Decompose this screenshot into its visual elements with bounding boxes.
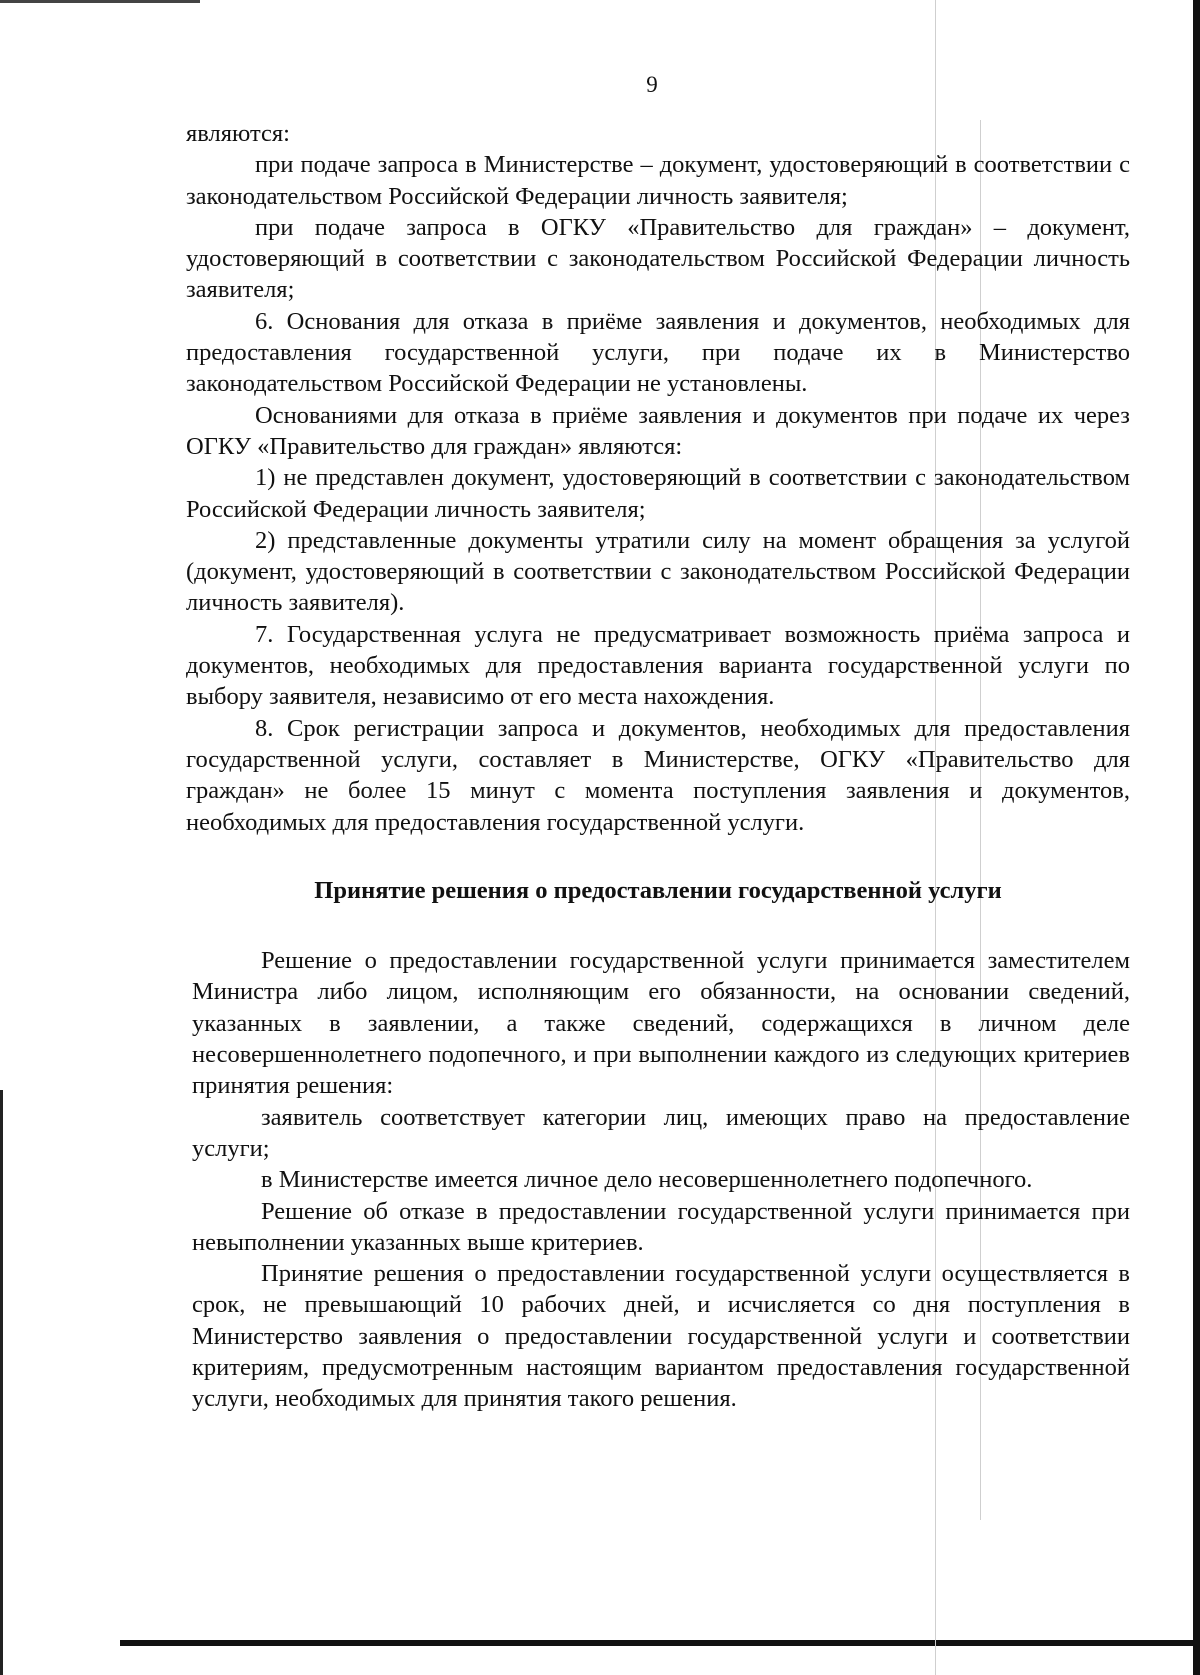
paragraph: при подаче запроса в ОГКУ «Правительство для граждан» – документ, удостоверяющий в соответствии с законодательством Российской Федерации личность заявителя; <box>186 213 1130 304</box>
paragraph: являются: <box>186 120 290 147</box>
paragraph: Решение о предоставлении государственной услуги принимается заместителем Министра либо лицом, исполняющим его обязанности, на основании сведений, указанных в заявлении, а также сведений, содержащихся в личном деле несовершеннолетнего подопечного, и при выполнении каждого из следующих критериев принятия решения: <box>192 947 1130 1100</box>
section-body <box>192 945 1130 1414</box>
paragraph: при подаче запроса в Министерстве – документ, удостоверяющий в соответствии с законодательством Российской Федерации личность заявителя; <box>186 151 1130 210</box>
paragraph: 7. Государственная услуга не предусматривает возможность приёма запроса и документов, необходимых для предоставления варианта государственной услуги по выбору заявителя, независимо от его места нахождения. <box>186 620 1130 711</box>
paragraph: 2) представленные документы утратили силу на момент обращения за услугой (документ, удостоверяющий в соответствии с законодательством Российской Федерации личность заявителя). <box>186 526 1130 617</box>
scan-edge-left <box>0 1090 3 1675</box>
document-body <box>186 118 1130 1415</box>
section-heading: Принятие решения о предоставлении государственной услуги <box>314 876 1002 904</box>
paragraph: Основаниями для отказа в приёме заявления и документов при подаче их через ОГКУ «Правительство для граждан» являются: <box>186 401 1130 460</box>
paragraph: 1) не представлен документ, удостоверяющий в соответствии с законодательством Российской Федерации личность заявителя; <box>186 464 1130 523</box>
paragraph: 8. Срок регистрации запроса и документов, необходимых для предоставления государственной услуги, составляет в Министерстве, ОГКУ «Правительство для граждан» не более 15 минут с момента поступления заявления и документов, необходимых для предоставления государственной услуги. <box>186 714 1130 836</box>
paragraph: в Министерстве имеется личное дело несовершеннолетнего подопечного. <box>261 1166 1033 1194</box>
scan-edge-right <box>1193 0 1200 1675</box>
scan-edge-bottom <box>120 1640 1200 1646</box>
page-number: 9 <box>646 72 658 97</box>
paragraph: заявитель соответствует категории лиц, имеющих право на предоставление услуги; <box>192 1103 1130 1162</box>
paragraph: 6. Основания для отказа в приёме заявления и документов, необходимых для предоставления государственной услуги, при подаче их в Министерство законодательством Российской Федерации не установлены. <box>186 307 1130 398</box>
paragraph: Принятие решения о предоставлении государственной услуги осуществляется в срок, не превышающий 10 рабочих дней, и исчисляется со дня поступления в Министерство заявления о предоставлении государственной услуги и соответствии критериям, предусмотренным настоящим вариантом предоставления государственной услуги, необходимых для принятия такого решения. <box>192 1260 1130 1413</box>
scan-edge-top <box>0 0 200 3</box>
paragraph: Решение об отказе в предоставлении государственной услуги принимается при невыполнении указанных выше критериев. <box>192 1197 1130 1256</box>
